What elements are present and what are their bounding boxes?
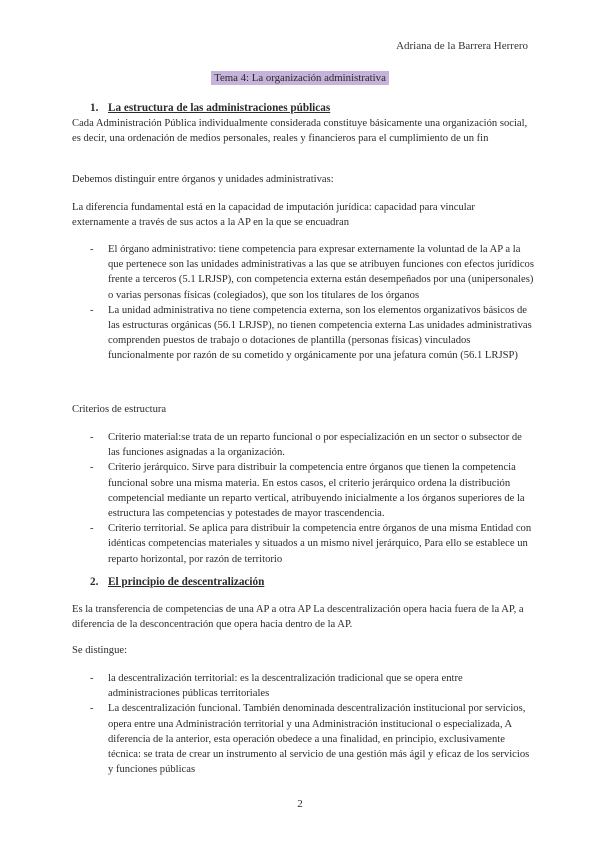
section-1-distinguish: Debemos distinguir entre órganos y unidades administrativas: — [72, 174, 334, 185]
section-1-title: La estructura de las administraciones públicas — [108, 102, 331, 114]
bullet-dash: - — [90, 703, 94, 715]
section-2-heading — [90, 575, 550, 590]
section-1-difference: La diferencia fundamental está en la capacidad de imputación jurídica: capacidad para vincular externamente a través de sus actos a la AP en la que se encuadran — [72, 202, 475, 229]
list-item-text: La descentralización funcional. También denominada descentralización institucional por servicios, opera entre una Administración territorial y una Administración institucional o especializada, A diferencia de la anterior, esta operación obedece a una finalidad, en principio, exclusivamente técnica: se trata de crear un instrumento al servicio de una gestión más ágil y eficaz de los servicios y funciones públicas — [108, 703, 530, 776]
criteria-label: Criterios de estructura — [72, 404, 167, 415]
criteria-list — [90, 430, 535, 567]
list-item-text: la descentralización territorial: es la descentralización tradicional que se opera entre administraciones públicas territoriales — [108, 673, 463, 700]
bullet-dash: - — [90, 673, 94, 684]
list-item — [90, 671, 535, 701]
list-item-text: Criterio material:se trata de un reparto funcional o por especialización en un sector o subsector de las funciones asignadas a la organización. — [108, 432, 522, 459]
bullet-dash: - — [90, 432, 94, 443]
organ-unit-list — [90, 242, 535, 364]
section-2-title: El principio de descentralización — [108, 576, 265, 588]
list-item — [90, 701, 535, 777]
section-2-number: 2. — [90, 576, 99, 588]
author-name: Adriana de la Barrera Herrero — [396, 40, 528, 52]
list-item — [90, 521, 535, 567]
bullet-dash: - — [90, 462, 94, 474]
list-item-text: Criterio jerárquico. Sirve para distribuir la competencia entre órganos que tienen la competencia funcional sobre una misma materia. En estos casos, el criterio jerárquico ordena la distribución competencial mediante un reparto vertical, atribuyendo inicialmente a los órganos superiores de la estructura las competencias y potestades de mayor trascendencia. — [108, 462, 525, 520]
list-item — [90, 242, 535, 303]
list-item-text: La unidad administrativa no tiene competencia externa, son los elementos organizativos básicos de las estructuras orgánicas (56.1 LRJSP), no tienen competencia externa Las unidades administrativas comprenden puestos de trabajo o dotaciones de plantilla (personas físicas) vinculados funcionalmente por razón de su cometido y orgánicamente por una jefatura común (56.1 LRJSP) — [108, 304, 532, 362]
list-item — [90, 460, 535, 521]
section-1-intro: Cada Administración Pública individualmente considerada constituye básicamente una organización social, es decir, una ordenación de medios personales, reales y financieros para el cumplimiento de un fin — [72, 118, 528, 145]
page-number: 2 — [297, 798, 303, 810]
document-title: Tema 4: La organización administrativa — [211, 71, 389, 85]
list-item-text: Criterio territorial. Se aplica para distribuir la competencia entre órganos de una misma Entidad con idénticas competencias materiales y situados a un mismo nivel jerárquico, Para ello se establece un reparto horizontal, por razón de territorio — [108, 523, 532, 565]
bullet-dash: - — [90, 523, 94, 535]
list-item — [90, 303, 535, 364]
list-item — [90, 430, 535, 460]
section-2-distinguish: Se distingue: — [72, 645, 128, 656]
section-1-heading — [90, 101, 550, 116]
section-1-number: 1. — [90, 102, 99, 114]
bullet-dash: - — [90, 244, 94, 255]
list-item-text: El órgano administrativo: tiene competencia para expresar externamente la voluntad de la AP a la que pertenece son las unidades administrativas a las que se atribuyen funciones con efectos jurídicos frente a terceros (5.1 LRJSP), con competencia externa están desempeñados por una (unipersonales) o varias personas físicas (colegiados), que son los titulares de los órganos — [108, 244, 534, 301]
bullet-dash: - — [90, 304, 94, 316]
document-title-wrap — [0, 71, 600, 86]
decentralization-list — [90, 671, 535, 777]
section-2-intro: Es la transferencia de competencias de una AP a otra AP La descentralización opera hacia fuera de la AP, a diferencia de la desconcentración que opera hacia dentro de la AP. — [72, 604, 524, 631]
